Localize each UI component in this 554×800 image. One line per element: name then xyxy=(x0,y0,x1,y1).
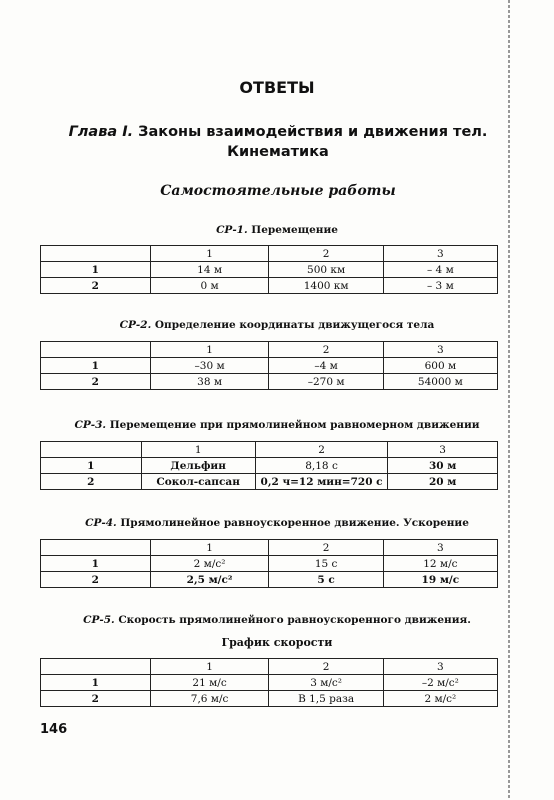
column-header: 1 xyxy=(150,659,269,675)
work-title: Перемещение xyxy=(247,224,338,236)
work-2-caption xyxy=(0,319,554,331)
table-cell: 600 м xyxy=(383,358,497,374)
row-header: 2 xyxy=(41,474,142,490)
row-header: 1 xyxy=(41,675,151,691)
table-cell: 500 км xyxy=(269,262,383,278)
table-header-row xyxy=(41,540,498,556)
column-header: 3 xyxy=(383,342,497,358)
chapter-name-line2: Кинематика xyxy=(227,144,329,160)
table-cell: – 4 м xyxy=(383,262,497,278)
work-code: СР-5. xyxy=(83,614,115,626)
column-header: 3 xyxy=(383,540,497,556)
work-title: Определение координаты движущегося тела xyxy=(151,319,435,331)
row-header: 1 xyxy=(41,262,151,278)
row-header: 2 xyxy=(41,691,151,707)
row-header: 1 xyxy=(41,458,142,474)
table-row xyxy=(41,374,498,390)
work-2-table xyxy=(40,341,498,390)
table-row xyxy=(41,474,498,490)
column-header: 1 xyxy=(150,540,269,556)
column-header: 3 xyxy=(388,442,498,458)
table-cell: 15 с xyxy=(269,556,383,572)
row-header: 2 xyxy=(41,374,151,390)
table-cell: 12 м/с xyxy=(383,556,497,572)
work-5-caption xyxy=(0,614,554,626)
table-cell: Дельфин xyxy=(141,458,255,474)
table-cell: –270 м xyxy=(269,374,383,390)
column-header: 1 xyxy=(150,246,269,262)
table-cell: 2 м/с² xyxy=(150,556,269,572)
column-header: 1 xyxy=(141,442,255,458)
work-3-caption xyxy=(0,419,554,431)
work-5-table xyxy=(40,658,498,707)
table-cell: Сокол-сапсан xyxy=(141,474,255,490)
column-header: 2 xyxy=(255,442,388,458)
row-header: 1 xyxy=(41,556,151,572)
table-cell: В 1,5 раза xyxy=(269,691,383,707)
table-row xyxy=(41,358,498,374)
table-row xyxy=(41,691,498,707)
column-header: 2 xyxy=(269,540,383,556)
table-cell: 54000 м xyxy=(383,374,497,390)
row-header: 2 xyxy=(41,572,151,588)
work-3-table xyxy=(40,441,498,490)
table-row xyxy=(41,572,498,588)
table-cell: – 3 м xyxy=(383,278,497,294)
table-cell: 0 м xyxy=(150,278,269,294)
chapter-number: Глава I. xyxy=(68,124,134,140)
work-title: Прямолинейное равноускоренное движение. Ускорение xyxy=(116,517,469,529)
chapter-title xyxy=(40,122,516,162)
page-edge-dashed-line xyxy=(508,0,510,800)
table-cell: 3 м/с² xyxy=(269,675,383,691)
table-header-row xyxy=(41,342,498,358)
work-5-subcaption: График скорости xyxy=(221,636,333,649)
column-header: 3 xyxy=(383,246,497,262)
work-code: СР-3. xyxy=(74,419,107,431)
column-header: 2 xyxy=(269,342,383,358)
table-cell: 2,5 м/с² xyxy=(150,572,269,588)
table-cell: 30 м xyxy=(388,458,498,474)
table-cell: –4 м xyxy=(269,358,383,374)
table-row xyxy=(41,458,498,474)
page-number: 146 xyxy=(40,722,68,737)
column-header: 1 xyxy=(150,342,269,358)
work-code: СР-4. xyxy=(85,517,117,529)
work-4-caption xyxy=(0,517,554,529)
table-cell: 19 м/с xyxy=(383,572,497,588)
table-cell: 2 м/с² xyxy=(383,691,497,707)
table-cell: 7,6 м/с xyxy=(150,691,269,707)
column-header: 2 xyxy=(269,246,383,262)
table-cell: 8,18 с xyxy=(255,458,388,474)
table-cell: 38 м xyxy=(150,374,269,390)
section-title: Самостоятельные работы xyxy=(160,183,396,199)
work-4-table xyxy=(40,539,498,588)
work-1-caption xyxy=(0,224,554,236)
work-title: Скорость прямолинейного равноускоренного движения. xyxy=(114,614,471,626)
table-cell: –2 м/с² xyxy=(383,675,497,691)
chapter-name: Законы взаимодействия и движения тел. xyxy=(133,124,488,140)
table-cell: 0,2 ч=12 мин=720 с xyxy=(255,474,388,490)
column-header: 2 xyxy=(269,659,383,675)
work-1-table xyxy=(40,245,498,294)
table-header-row xyxy=(41,442,498,458)
page-title: ОТВЕТЫ xyxy=(239,78,315,97)
table-cell: 1400 км xyxy=(269,278,383,294)
table-header-row xyxy=(41,659,498,675)
row-header: 2 xyxy=(41,278,151,294)
work-code: СР-1. xyxy=(216,224,248,236)
table-cell: 5 с xyxy=(269,572,383,588)
table-cell: 21 м/с xyxy=(150,675,269,691)
table-header-row xyxy=(41,246,498,262)
table-row xyxy=(41,278,498,294)
row-header: 1 xyxy=(41,358,151,374)
table-row xyxy=(41,262,498,278)
table-cell: 20 м xyxy=(388,474,498,490)
table-cell: –30 м xyxy=(150,358,269,374)
table-row xyxy=(41,556,498,572)
column-header: 3 xyxy=(383,659,497,675)
work-title: Перемещение при прямолинейном равномерном движении xyxy=(106,419,480,431)
work-code: СР-2. xyxy=(119,319,152,331)
table-cell: 14 м xyxy=(150,262,269,278)
table-row xyxy=(41,675,498,691)
